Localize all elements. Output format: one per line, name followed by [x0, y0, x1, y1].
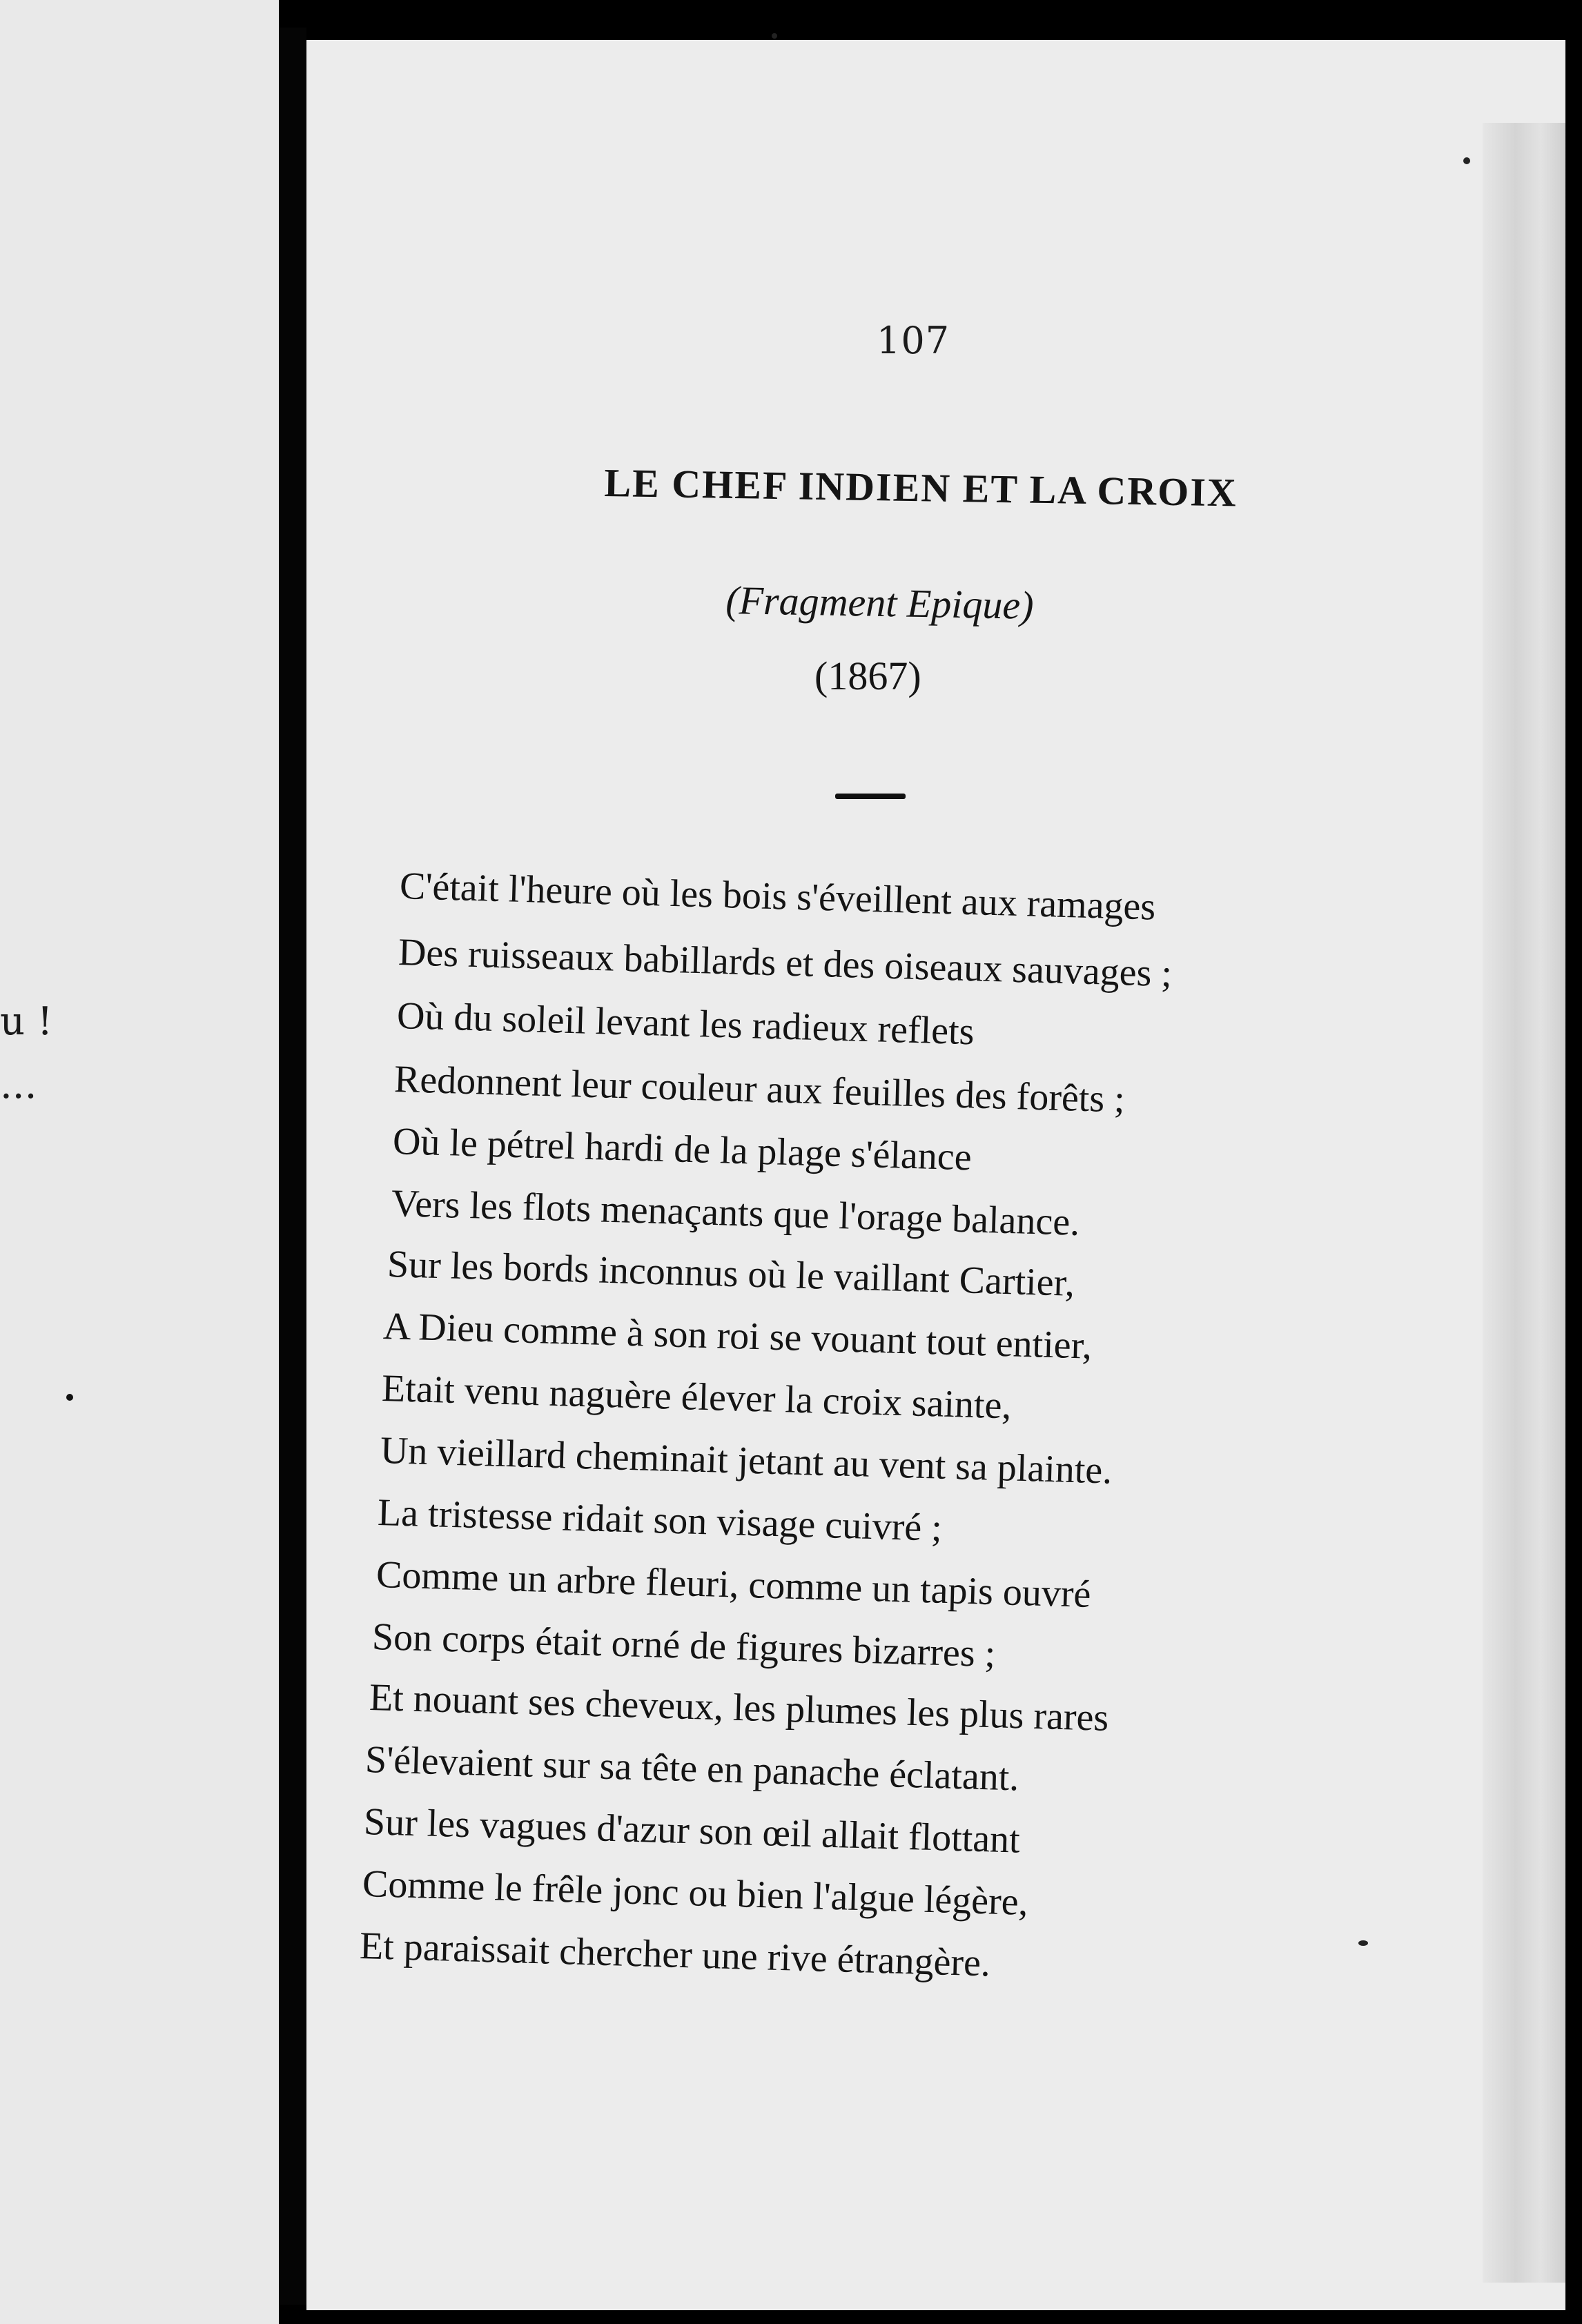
verse-line: Redonnent leur couleur aux feuilles des forêts ; — [393, 1057, 1126, 1121]
verse-line: Son corps était orné de figures bizarres ; — [371, 1615, 997, 1676]
verse-line: Où le pétrel hardi de la plage s'élance — [392, 1119, 973, 1179]
verse-line: C'était l'heure où les bois s'éveillent aux ramages — [399, 864, 1157, 929]
poem-title: LE CHEF INDIEN ET LA CROIX — [603, 460, 1238, 515]
page-number: 107 — [877, 319, 950, 362]
previous-page-sliver — [0, 0, 279, 2324]
verse-line: Et paraissait chercher une rive étrangère. — [359, 1924, 991, 1985]
left-page-fragment-1: u ! — [0, 999, 53, 1044]
page-edge-shading — [1483, 123, 1565, 2283]
verse-line: Un vieillard cheminait jetant au vent sa plainte. — [380, 1428, 1113, 1493]
verse-line: La tristesse ridait son visage cuivré ; — [377, 1490, 943, 1550]
verse-line: Et nouant ses cheveux, les plumes les plus rares — [369, 1675, 1110, 1740]
verse-line: A Dieu comme à son roi se vouant tout entier, — [382, 1304, 1093, 1368]
ink-speck — [772, 33, 777, 39]
verse-line: Sur les bords inconnus où le vaillant Cartier, — [387, 1242, 1075, 1305]
verse-line: Vers les flots menaçants que l'orage balance. — [391, 1181, 1081, 1244]
verse-line: Comme un arbre fleuri, comme un tapis ouvré — [375, 1553, 1092, 1616]
ink-speck — [1358, 1940, 1368, 1946]
verse-line: Comme le frêle jonc ou bien l'algue légère, — [362, 1862, 1029, 1924]
verse-line: Des ruisseaux babillards et des oiseaux sauvages ; — [398, 930, 1173, 996]
ink-speck — [66, 1394, 73, 1401]
verse-line: S'élevaient sur sa tête en panache éclatant. — [364, 1737, 1020, 1800]
verse-line: Sur les vagues d'azur son œil allait flottant — [363, 1800, 1021, 1862]
ink-speck — [1463, 157, 1470, 164]
poem-subtitle: (Fragment Epique) — [725, 577, 1035, 628]
poem-year: (1867) — [814, 653, 921, 698]
verse-line: Où du soleil levant les radieux reflets — [396, 994, 975, 1054]
book-gutter — [279, 28, 306, 2305]
section-rule — [835, 794, 906, 799]
verse-line: Etait venu naguère élever la croix sainte, — [381, 1366, 1013, 1428]
left-page-fragment-2: ... — [0, 1063, 37, 1107]
